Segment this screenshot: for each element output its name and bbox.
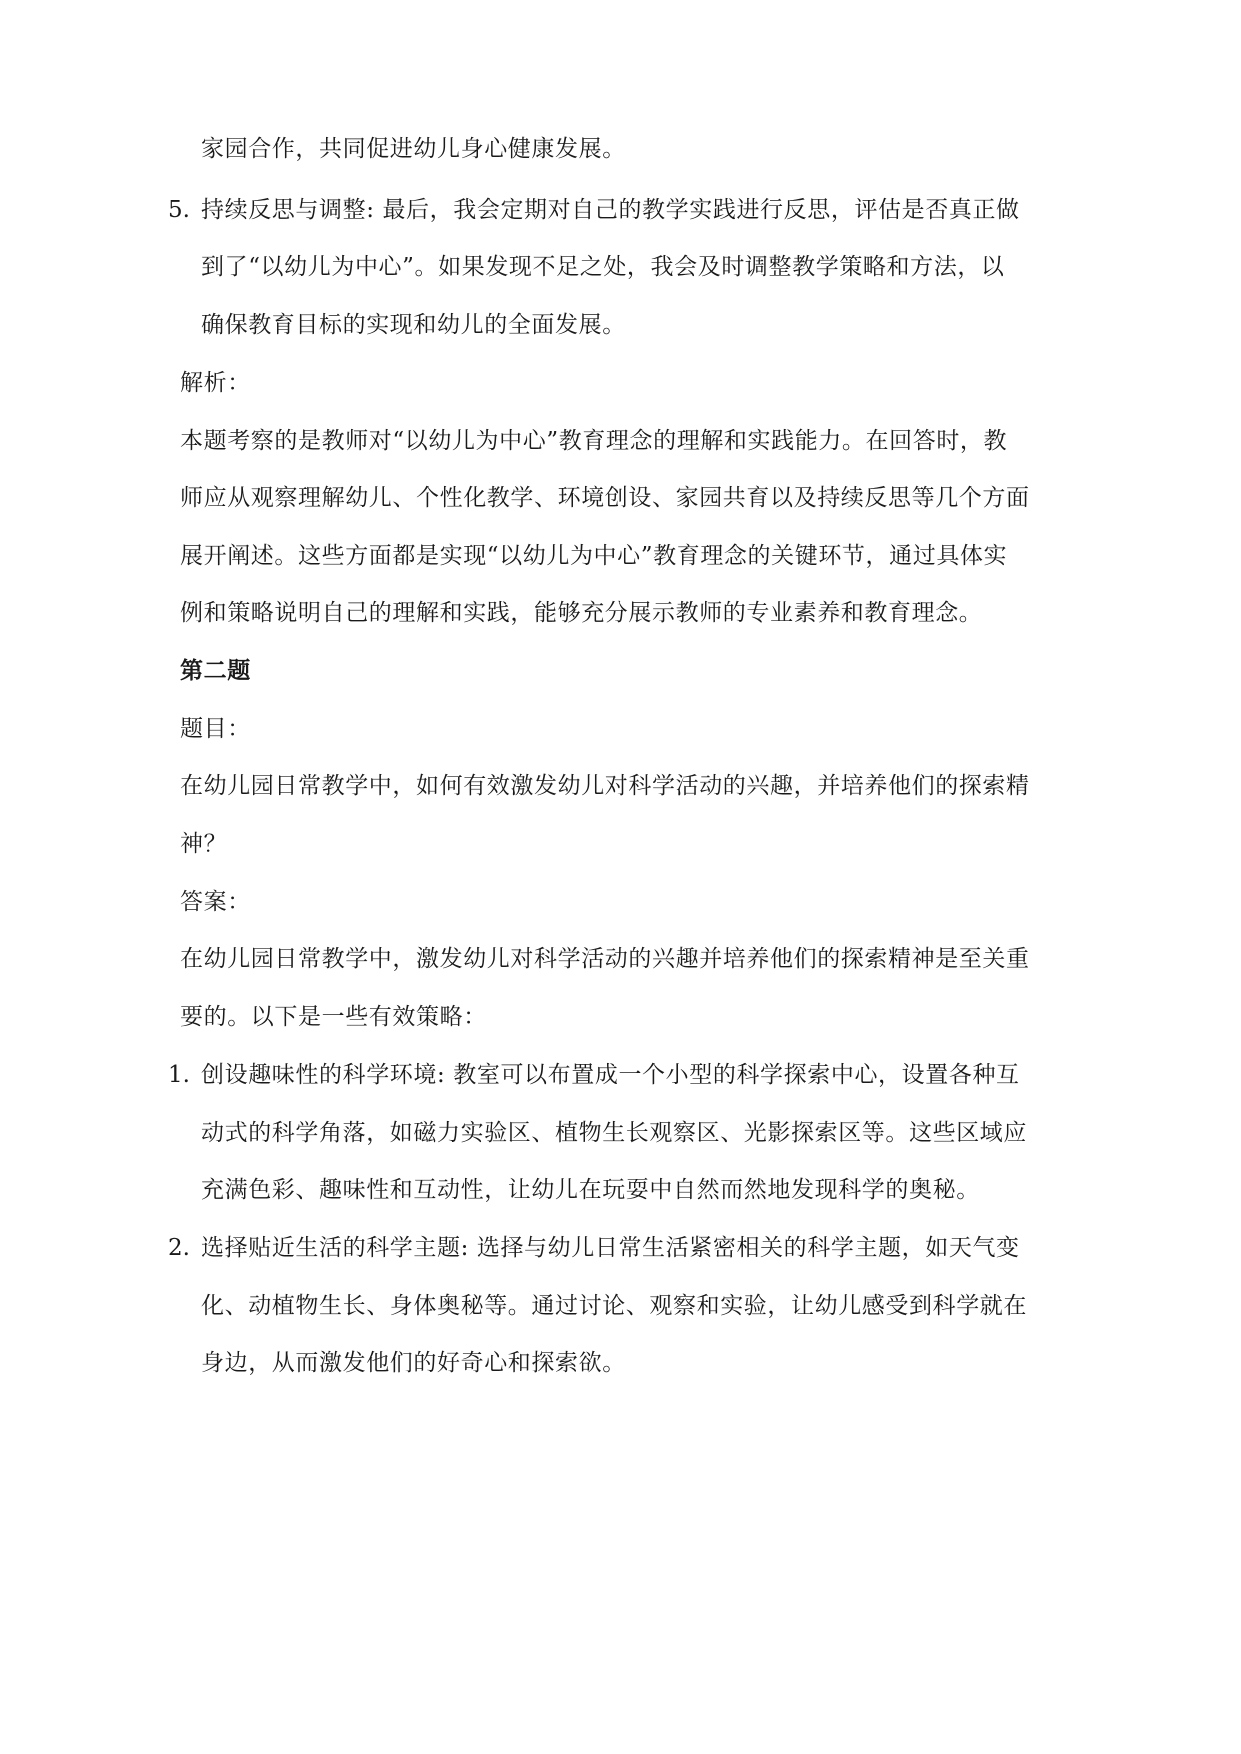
continuation-line: 家园合作，共同促进幼儿身心健康发展。 (201, 136, 626, 162)
item-2-line-1: 选择贴近生活的科学主题: 选择与幼儿日常生活紧密相关的科学主题，如天气变 (201, 1235, 1020, 1261)
analysis-label: 解析： (180, 370, 251, 396)
item-5-number: 5. (168, 197, 190, 223)
question-label: 题目： (180, 716, 251, 742)
analysis-line-1: 本题考察的是教师对“以幼儿为中心”教育理念的理解和实践能力。在回答时，教 (180, 428, 1008, 454)
item-2-line-2: 化、动植物生长、身体奥秘等。通过讨论、观察和实验，让幼儿感受到科学就在 (201, 1293, 1027, 1319)
answer-label: 答案： (180, 889, 251, 915)
question-line-1: 在幼儿园日常教学中，如何有效激发幼儿对科学活动的兴趣，并培养他们的探索精 (180, 773, 1030, 799)
item-5-line-1: 持续反思与调整: 最后，我会定期对自己的教学实践进行反思，评估是否真正做 (201, 197, 1020, 223)
item-5-line-2: 到了“以幼儿为中心”。如果发现不足之处，我会及时调整教学策略和方法，以 (201, 254, 1005, 280)
item-1-number: 1. (168, 1062, 190, 1088)
answer-intro-line-1: 在幼儿园日常教学中，激发幼儿对科学活动的兴趣并培养他们的探索精神是至关重 (180, 946, 1030, 972)
section-heading: 第二题 (180, 657, 251, 684)
item-1-line-1: 创设趣味性的科学环境: 教室可以布置成一个小型的科学探索中心，设置各种互 (201, 1062, 1020, 1088)
item-1-line-3: 充满色彩、趣味性和互动性，让幼儿在玩耍中自然而然地发现科学的奥秘。 (201, 1177, 980, 1203)
analysis-line-2: 师应从观察理解幼儿、个性化教学、环境创设、家园共育以及持续反思等几个方面 (180, 485, 1030, 511)
answer-intro-line-2: 要的。以下是一些有效策略： (180, 1004, 487, 1030)
analysis-line-3: 展开阐述。这些方面都是实现“以幼儿为中心”教育理念的关键环节，通过具体实 (180, 543, 1008, 569)
item-5-line-3: 确保教育目标的实现和幼儿的全面发展。 (201, 312, 626, 338)
analysis-line-4: 例和策略说明自己的理解和实践，能够充分展示教师的专业素养和教育理念。 (180, 600, 983, 626)
item-1-line-2: 动式的科学角落，如磁力实验区、植物生长观察区、光影探索区等。这些区域应 (201, 1120, 1027, 1146)
item-2-line-3: 身边，从而激发他们的好奇心和探索欲。 (201, 1350, 626, 1376)
question-line-2: 神？ (180, 831, 228, 857)
item-2-number: 2. (168, 1235, 190, 1261)
